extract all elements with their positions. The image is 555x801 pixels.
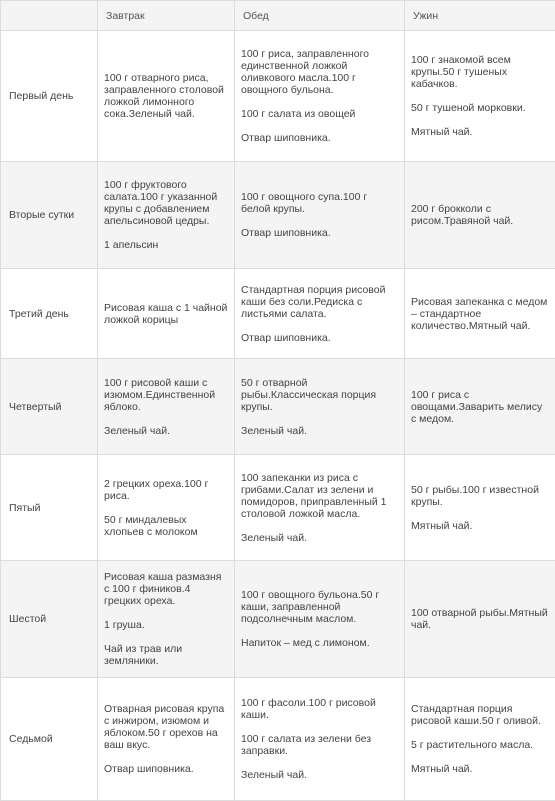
dinner-cell — [405, 269, 555, 359]
breakfast-cell — [98, 162, 235, 269]
lunch-item: Отвар шиповника. — [241, 227, 398, 239]
table-row — [1, 269, 555, 359]
lunch-cell — [235, 162, 405, 269]
lunch-item: 100 г салата из овощей — [241, 108, 398, 120]
breakfast-cell — [98, 269, 235, 359]
breakfast-item: Отвар шиповника. — [104, 763, 228, 775]
dinner-item: 100 г знакомой всем крупы.50 г тушеных кабачков. — [411, 54, 549, 90]
lunch-item: 100 г фасоли.100 г рисовой каши. — [241, 697, 398, 721]
dinner-cell — [405, 31, 555, 162]
lunch-cell — [235, 31, 405, 162]
lunch-item: 100 г овощного бульона.50 г каши, заправленной подсолнечным маслом. — [241, 589, 398, 625]
table-row — [1, 455, 555, 561]
breakfast-item: 100 г фруктового салата.100 г указанной крупы с добавлением апельсиновой цедры. — [104, 179, 228, 227]
breakfast-item: Отварная рисовая крупа с инжиром, изюмом и яблоком.50 г орехов на ваш вкус. — [104, 703, 228, 751]
lunch-item: 100 запеканки из риса с грибами.Салат из зелени и помидоров, приправленный 1 столовой ложкой масла. — [241, 472, 398, 520]
lunch-item: 100 г овощного супа.100 г белой крупы. — [241, 191, 398, 215]
day-label: Пятый — [1, 455, 98, 561]
dinner-cell — [405, 162, 555, 269]
menu-body — [1, 31, 555, 801]
day-label: Вторые сутки — [1, 162, 98, 269]
dinner-item: Мятный чай. — [411, 126, 549, 138]
breakfast-cell — [98, 359, 235, 455]
header-row — [1, 1, 555, 31]
lunch-cell — [235, 359, 405, 455]
header-dinner: Ужин — [405, 1, 555, 31]
dinner-item: Рисовая запеканка с медом – стандартное количество.Мятный чай. — [411, 296, 549, 332]
lunch-item: 100 г салата из зелени без заправки. — [241, 733, 398, 757]
breakfast-cell — [98, 455, 235, 561]
breakfast-item: 100 г отварного риса, заправленного столовой ложкой лимонного сока.Зеленый чай. — [104, 72, 228, 120]
dinner-item: 50 г тушеной морковки. — [411, 102, 549, 114]
lunch-item: Зеленый чай. — [241, 425, 398, 437]
dinner-item: 50 г рыбы.100 г известной крупы. — [411, 484, 549, 508]
header-day — [1, 1, 98, 31]
breakfast-item: 50 г миндалевых хлопьев с молоком — [104, 514, 228, 538]
lunch-item: 100 г риса, заправленного единственной ложкой оливкового масла.100 г овощного бульона. — [241, 48, 398, 96]
lunch-cell — [235, 561, 405, 678]
header-breakfast: Завтрак — [98, 1, 235, 31]
day-label: Четвертый — [1, 359, 98, 455]
breakfast-item: 2 грецких ореха.100 г риса. — [104, 478, 228, 502]
table-row — [1, 678, 555, 801]
breakfast-item: Чай из трав или земляники. — [104, 643, 228, 667]
dinner-cell — [405, 359, 555, 455]
breakfast-item: 1 груша. — [104, 619, 228, 631]
day-label: Первый день — [1, 31, 98, 162]
table-row — [1, 162, 555, 269]
table-row — [1, 359, 555, 455]
lunch-item: Зеленый чай. — [241, 532, 398, 544]
lunch-cell — [235, 269, 405, 359]
dinner-cell — [405, 678, 555, 801]
dinner-cell — [405, 561, 555, 678]
header-lunch: Обед — [235, 1, 405, 31]
lunch-item: Отвар шиповника. — [241, 132, 398, 144]
lunch-item: Стандартная порция рисовой каши без соли.Редиска с листьями салата. — [241, 284, 398, 320]
breakfast-item: Рисовая каша размазня с 100 г фиников.4 грецких ореха. — [104, 571, 228, 607]
lunch-item: 50 г отварной рыбы.Классическая порция крупы. — [241, 377, 398, 413]
lunch-item: Отвар шиповника. — [241, 332, 398, 344]
dinner-item: 5 г растительного масла. — [411, 739, 549, 751]
dinner-cell — [405, 455, 555, 561]
dinner-item: 200 г брокколи с рисом.Травяной чай. — [411, 203, 549, 227]
dinner-item: Мятный чай. — [411, 763, 549, 775]
lunch-cell — [235, 455, 405, 561]
table-row — [1, 31, 555, 162]
dinner-item: Мятный чай. — [411, 520, 549, 532]
lunch-cell — [235, 678, 405, 801]
table-row — [1, 561, 555, 678]
day-label: Третий день — [1, 269, 98, 359]
breakfast-item: 1 апельсин — [104, 239, 228, 251]
lunch-item: Зеленый чай. — [241, 769, 398, 781]
dinner-item: 100 отварной рыбы.Мятный чай. — [411, 607, 549, 631]
lunch-item: Напиток – мед с лимоном. — [241, 637, 398, 649]
breakfast-item: Зеленый чай. — [104, 425, 228, 437]
breakfast-item: 100 г рисовой каши с изюмом.Единственной яблоко. — [104, 377, 228, 413]
breakfast-cell — [98, 678, 235, 801]
dinner-item: Стандартная порция рисовой каши.50 г оливой. — [411, 703, 549, 727]
breakfast-item: Рисовая каша с 1 чайной ложкой корицы — [104, 302, 228, 326]
breakfast-cell — [98, 561, 235, 678]
dinner-item: 100 г риса с овощами.Заварить мелису с медом. — [411, 389, 549, 425]
day-label: Седьмой — [1, 678, 98, 801]
breakfast-cell — [98, 31, 235, 162]
day-label: Шестой — [1, 561, 98, 678]
